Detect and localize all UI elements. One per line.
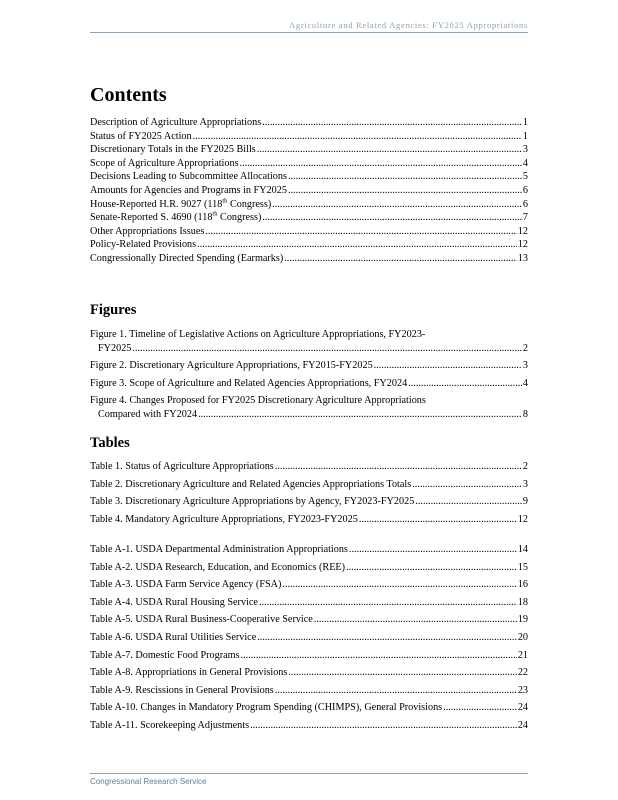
figure-entry[interactable]: Figure 3. Scope of Agriculture and Related Agencies Appropriations, FY2024 ..... 4: [90, 377, 528, 391]
table-entry[interactable]: Table 1. Status of Agriculture Appropriations ..... 2: [90, 460, 528, 474]
figure-entry[interactable]: Figure 4. Changes Proposed for FY2025 Discretionary Agriculture Appropriations Compared with FY2024 ..... 8: [90, 394, 528, 421]
toc-entry[interactable]: Status of FY2025 Action ..... 1: [90, 130, 528, 144]
appendix-table-entry[interactable]: Table A-6. USDA Rural Utilities Service ..... 20: [90, 631, 528, 645]
figure-entry-line1: Figure 1. Timeline of Legislative Actions on Agriculture Appropriations, FY2023-: [90, 329, 426, 340]
appendix-table-entry[interactable]: Table A-7. Domestic Food Programs ..... 21: [90, 649, 528, 663]
running-header: Agriculture and Related Agencies: FY2025 Appropriations: [289, 20, 528, 30]
appendix-table-entry[interactable]: Table A-9. Rescissions in General Provisions ..... 23: [90, 684, 528, 698]
appendix-table-entry[interactable]: Table A-2. USDA Research, Education, and Economics (REE) ..... 15: [90, 561, 528, 575]
appendix-table-entry[interactable]: Table A-1. USDA Departmental Administration Appropriations ..... 14: [90, 543, 528, 557]
contents-heading: Contents: [90, 84, 167, 106]
toc-subentry[interactable]: Senate-Reported S. 4690 (118th Congress) ..... 7: [90, 211, 528, 225]
appendix-table-entry[interactable]: Table A-4. USDA Rural Housing Service ..... 18: [90, 596, 528, 610]
appendix-table-entry[interactable]: Table A-11. Scorekeeping Adjustments ..... 24: [90, 719, 528, 733]
figure-entry-line1: Figure 4. Changes Proposed for FY2025 Discretionary Agriculture Appropriations: [90, 395, 426, 407]
toc-entry[interactable]: Other Appropriations Issues ..... 12: [90, 225, 528, 239]
contents-list: [90, 116, 528, 266]
table-entry[interactable]: Table 4. Mandatory Agriculture Appropriations, FY2023-FY2025 ..... 12: [90, 513, 528, 527]
toc-entry[interactable]: Decisions Leading to Subcommittee Allocations ..... 5: [90, 170, 528, 184]
toc-subentry[interactable]: Policy-Related Provisions ..... 12: [90, 238, 528, 252]
table-entry[interactable]: Table 2. Discretionary Agriculture and Related Agencies Appropriations Totals ..... 3: [90, 478, 528, 492]
appendix-table-entry[interactable]: Table A-8. Appropriations in General Provisions ..... 22: [90, 666, 528, 680]
figures-list: [90, 328, 528, 422]
toc-entry[interactable]: Discretionary Totals in the FY2025 Bills ..... 3: [90, 143, 528, 157]
toc-entry[interactable]: Scope of Agriculture Appropriations ..... 4: [90, 157, 528, 171]
toc-entry[interactable]: Amounts for Agencies and Programs in FY2025 ..... 6: [90, 184, 528, 198]
table-entry[interactable]: Table 3. Discretionary Agriculture Appropriations by Agency, FY2023-FY2025 ..... 9: [90, 495, 528, 509]
footer-text: Congressional Research Service: [90, 777, 207, 786]
figure-entry[interactable]: Figure 2. Discretionary Agriculture Appropriations, FY2015-FY2025 ..... 3: [90, 359, 528, 373]
figures-heading: Figures: [90, 302, 137, 318]
tables-list: [90, 460, 528, 526]
tables-heading: Tables: [90, 435, 130, 451]
header-divider: [90, 32, 528, 33]
appendix-table-entry[interactable]: Table A-5. USDA Rural Business-Cooperative Service ..... 19: [90, 613, 528, 627]
footer-divider: [90, 773, 528, 774]
appendix-table-entry[interactable]: Table A-3. USDA Farm Service Agency (FSA) ..... 16: [90, 578, 528, 592]
appendix-table-entry[interactable]: Table A-10. Changes in Mandatory Program Spending (CHIMPS), General Provisions ..... 24: [90, 701, 528, 715]
toc-entry[interactable]: Description of Agriculture Appropriations ..... 1: [90, 116, 528, 130]
toc-subentry[interactable]: House-Reported H.R. 9027 (118th Congress) ..... 6: [90, 198, 528, 212]
appendix-tables-list: [90, 543, 528, 733]
toc-subentry[interactable]: Congressionally Directed Spending (Earmarks) ..... 13: [90, 252, 528, 266]
figure-entry[interactable]: Figure 1. Timeline of Legislative Actions on Agriculture Appropriations, FY2023- FY2025 ..... 2: [90, 328, 528, 355]
